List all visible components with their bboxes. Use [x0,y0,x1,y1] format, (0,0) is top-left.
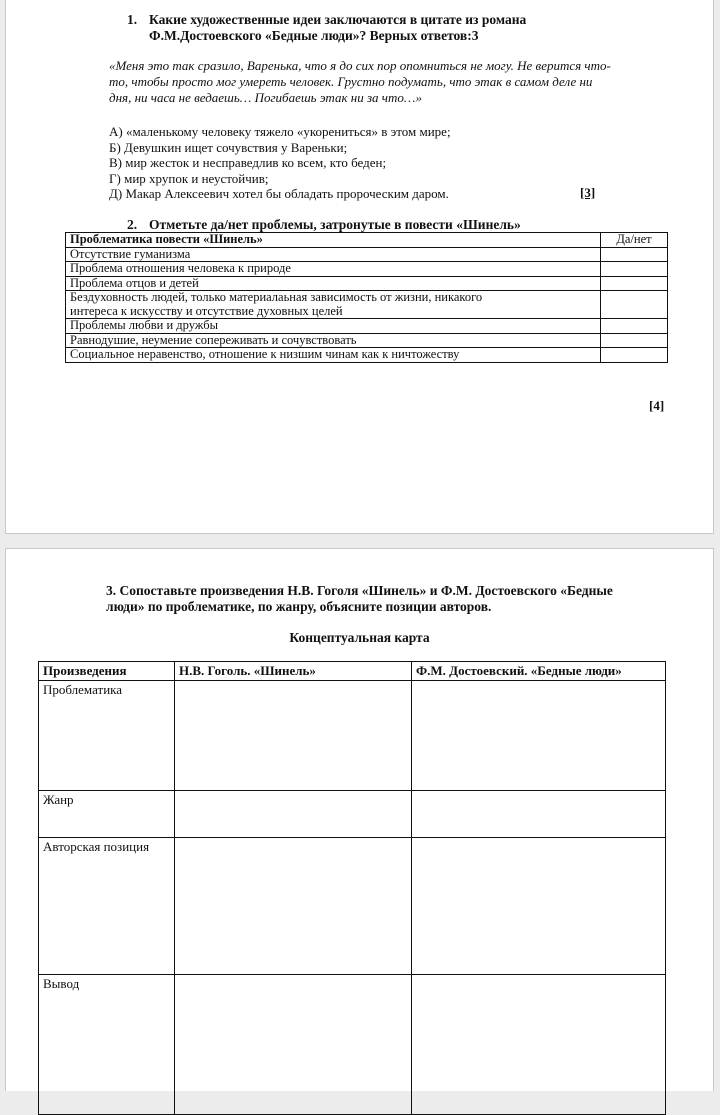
header-problem: Проблематика повести «Шинель» [66,233,601,248]
header-yes-no: Да/нет [601,233,668,248]
problem-cell: Равнодушие, неумение сопереживать и сочувствовать [66,333,601,348]
question-2-title: 2. Отметьте да/нет проблемы, затронутые в повести «Шинель» [127,217,521,232]
answer-cell[interactable] [412,681,666,791]
table-row [66,291,668,319]
question-1-title: 1. Какие художественные идеи заключаются в цитате из романа Ф.М.Достоевского «Бедные люди»? Верных ответов:3 [127,12,527,43]
answer-cell[interactable] [175,791,412,838]
problem-cell: Отсутствие гуманизма [66,247,601,262]
problems-table [65,232,668,363]
table-row [66,262,668,277]
answer-option: Б) Девушкин ищет сочувствия у Вареньки; [109,139,348,155]
concept-map-title: Концептуальная карта [289,630,430,645]
answer-option: Г) мир хрупок и неустойчив; [109,170,269,186]
table-row [39,681,666,791]
row-label-conclusion: Вывод [39,975,175,1115]
answer-option: В) мир жесток и несправедлив ко всем, кто беден; [109,155,387,170]
answer-option: А) «маленькому человеку тяжело «укорениться» в этом мире; [109,124,451,139]
answer-cell[interactable] [412,838,666,975]
header-works: Произведения [39,662,175,681]
table-row [39,838,666,975]
table-header-row [66,233,668,248]
question-1-quote: «Меня это так сразило, Варенька, что я до сих пор опомниться не могу. Не верится что- то, чтобы просто мог умереть человек. Грустно подумать, что этак в самом деле ни дня, ни часа не ведаешь… Погибаешь этак ни за что…» [109,58,611,105]
answer-cell[interactable] [175,681,412,791]
table-row [66,348,668,363]
yes-no-cell[interactable] [601,333,668,348]
problem-cell: Бездуховность людей, только материалаьная зависимость от жизни, никакого интереса к искусству и отсутствие духовных целей [66,291,601,319]
question-1-score: [3] [580,185,596,200]
answer-cell[interactable] [412,791,666,838]
table-row [66,276,668,291]
concept-map-table [38,661,666,1115]
answer-cell[interactable] [175,975,412,1115]
problem-cell: Проблемы любви и дружбы [66,319,601,334]
answer-cell[interactable] [175,838,412,975]
answer-cell[interactable] [412,975,666,1115]
header-gogol: Н.В. Гоголь. «Шинель» [175,662,412,681]
yes-no-cell[interactable] [601,247,668,262]
yes-no-cell[interactable] [601,319,668,334]
table-row [66,247,668,262]
worksheet-page-1 [5,0,714,534]
table-header-row [39,662,666,681]
header-dostoevsky: Ф.М. Достоевский. «Бедные люди» [412,662,666,681]
table-row [39,791,666,838]
row-label-genre: Жанр [39,791,175,838]
yes-no-cell[interactable] [601,262,668,277]
problem-cell: Проблема отношения человека к природе [66,262,601,277]
table-row [66,319,668,334]
row-label-problems: Проблематика [39,681,175,791]
worksheet-page-2 [5,548,714,1091]
yes-no-cell[interactable] [601,276,668,291]
table-row [66,333,668,348]
question-2-score: [4] [649,398,665,413]
problem-cell: Проблема отцов и детей [66,276,601,291]
yes-no-cell[interactable] [601,348,668,363]
answer-option: Д) Макар Алексеевич хотел бы обладать пророческим даром. [109,186,449,201]
question-3-title: 3. Сопоставьте произведения Н.В. Гоголя «Шинель» и Ф.М. Достоевского «Бедные люди» по проблематике, по жанру, объясните позиции авторов. [106,583,613,614]
problem-cell: Социальное неравенство, отношение к низшим чинам как к ничтожеству [66,348,601,363]
table-row [39,975,666,1115]
row-label-author-position: Авторская позиция [39,838,175,975]
yes-no-cell[interactable] [601,291,668,319]
